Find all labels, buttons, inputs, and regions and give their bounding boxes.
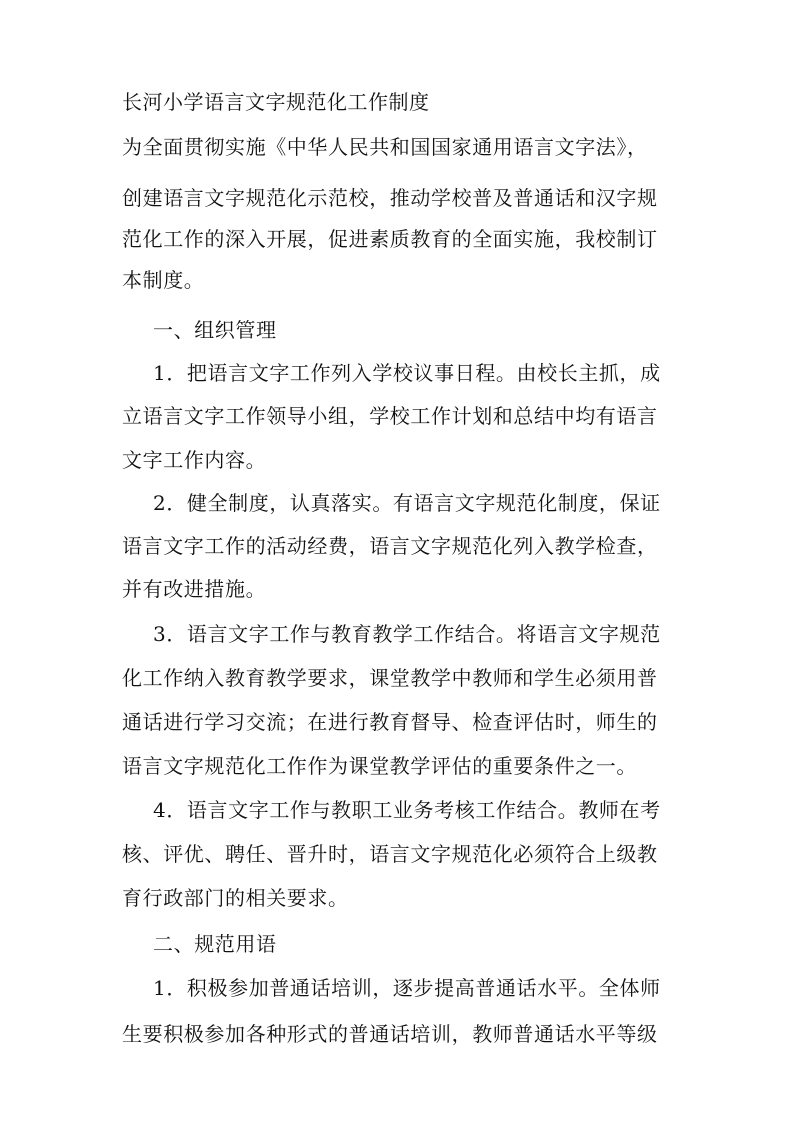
body-line: 生要积极参加各种形式的普通话培训，教师普通话水平等级	[122, 1022, 658, 1046]
document-title: 长河小学语言文字规范化工作制度	[122, 90, 430, 114]
body-line: 核、评优、聘任、晋升时，语言文字规范化必须符合上级教	[122, 842, 658, 866]
body-line: 语言文字工作的活动经费，语言文字规范化列入教学检查，	[122, 534, 658, 558]
body-line: 4．语言文字工作与教职工业务考核工作结合。教师在考	[153, 798, 661, 822]
body-line: 2．健全制度，认真落实。有语言文字规范化制度，保证	[153, 491, 661, 515]
section-heading: 一、组织管理	[153, 318, 277, 342]
body-line: 化工作纳入教育教学要求，课堂教学中教师和学生必须用普	[122, 666, 658, 690]
body-line: 语言文字规范化工作作为课堂教学评估的重要条件之一。	[122, 754, 637, 778]
body-line: 1．把语言文字工作列入学校议事日程。由校长主抓，成	[153, 361, 661, 385]
body-line: 1．积极参加普通话培训，逐步提高普通话水平。全体师	[153, 976, 661, 1000]
body-line: 创建语言文字规范化示范校，推动学校普及普通话和汉字规	[122, 186, 658, 210]
body-line: 本制度。	[122, 268, 205, 292]
body-line: 范化工作的深入开展，促进素质教育的全面实施，我校制订	[122, 227, 658, 251]
body-line: 育行政部门的相关要求。	[122, 886, 349, 910]
body-line: 立语言文字工作领导小组，学校工作计划和总结中均有语言	[122, 404, 658, 428]
body-line: 并有改进措施。	[122, 577, 267, 601]
body-line: 文字工作内容。	[122, 448, 267, 472]
body-line: 通话进行学习交流；在进行教育督导、检查评估时，师生的	[122, 710, 658, 734]
body-line: 3．语言文字工作与教育教学工作结合。将语言文字规范	[153, 622, 661, 646]
body-line: 为全面贯彻实施《中华人民共和国国家通用语言文字法》，	[122, 135, 648, 159]
section-heading: 二、规范用语	[153, 932, 277, 956]
